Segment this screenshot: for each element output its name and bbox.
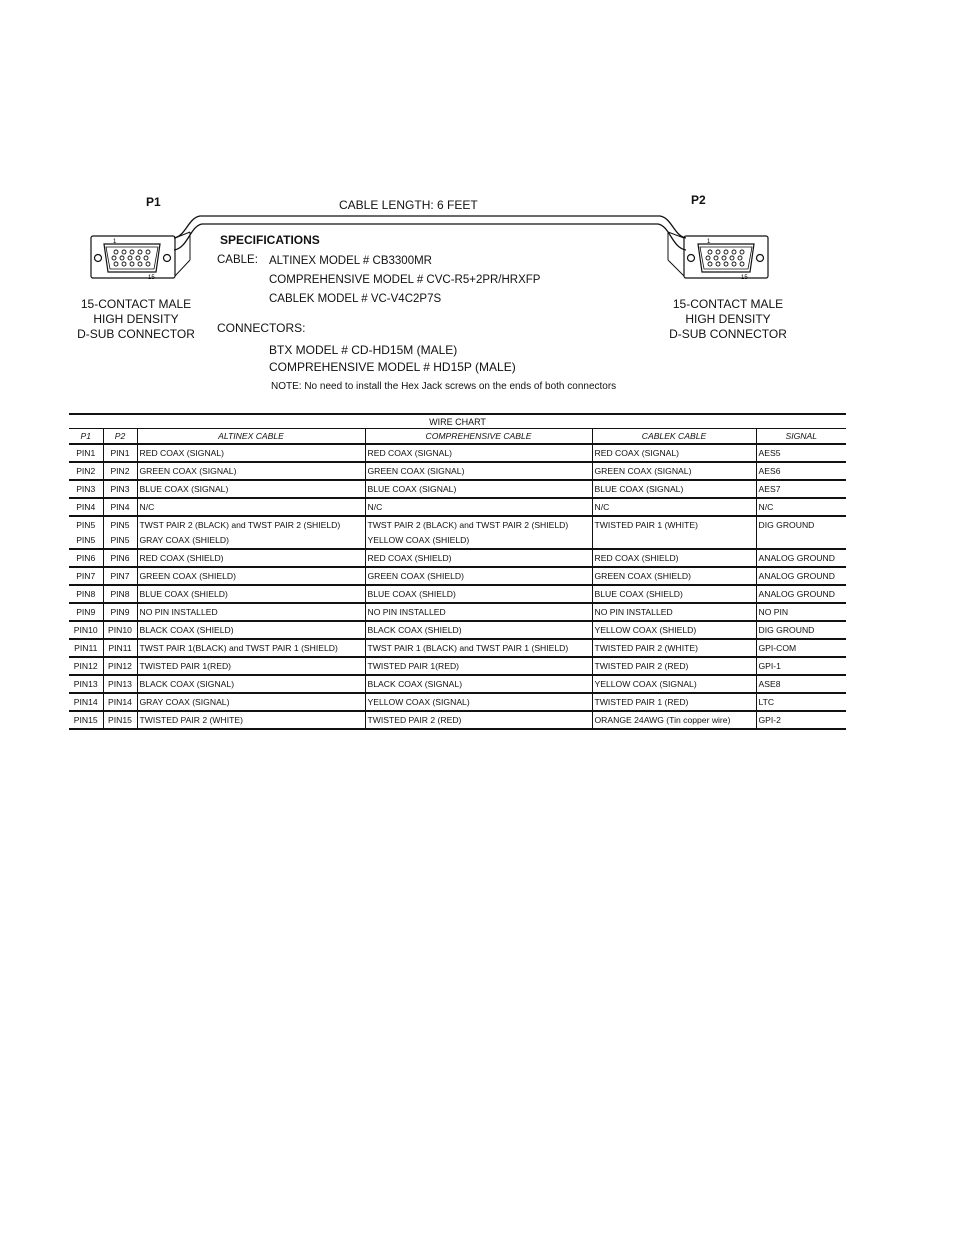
cell-text: TWISTED PAIR 1(RED) [367, 661, 460, 671]
cell-p1 [69, 603, 103, 621]
cell-p2 [103, 516, 137, 549]
table-row [69, 693, 846, 711]
cell-text: DIG GROUND [758, 625, 815, 635]
cell-text: TWISTED PAIR 2 (WHITE) [594, 643, 698, 653]
cell-altinex [137, 711, 365, 729]
cell-comprehensive [365, 498, 592, 516]
cell-cablek [592, 693, 756, 711]
cell-comprehensive [365, 639, 592, 657]
wire-chart-table [69, 429, 846, 730]
p1-pin-1-label: 1 [113, 239, 117, 245]
table-row [69, 462, 846, 480]
p2-desc-line: 15-CONTACT MALE [672, 297, 784, 311]
cell-comprehensive [365, 462, 592, 480]
column-header: P2 [103, 429, 137, 444]
cell-signal [756, 444, 846, 462]
cell-text: TWISTED PAIR 1(RED) [139, 661, 232, 671]
cell-p2 [103, 603, 137, 621]
cell-cablek [592, 498, 756, 516]
cell-p2 [103, 585, 137, 603]
cell-text: ANALOG GROUND [758, 589, 835, 599]
cell-text: TWST PAIR 2 (BLACK) and TWST PAIR 2 (SHIELD) [367, 520, 569, 530]
table-row [69, 639, 846, 657]
cell-text: PIN5 [76, 520, 96, 530]
cable-item: COMPREHENSIVE MODEL # CVC-R5+2PR/HRXFP [269, 274, 541, 286]
cell-altinex [137, 639, 365, 657]
cell-text: PIN3 [76, 484, 96, 494]
cell-altinex [137, 693, 365, 711]
cell-text: N/C [139, 502, 155, 512]
p2-pin-15-label: 15 [741, 275, 748, 281]
cell-cablek [592, 585, 756, 603]
cell-text: PIN14 [73, 697, 98, 707]
cell-p1 [69, 549, 103, 567]
cell-text: PIN12 [73, 661, 98, 671]
cell-text: RED COAX (SHIELD) [139, 553, 224, 563]
table-row [69, 585, 846, 603]
cell-text: NO PIN INSTALLED [594, 607, 673, 617]
cell-text: N/C [594, 502, 610, 512]
cell-text: LTC [758, 697, 775, 707]
cell-text: BLUE COAX (SIGNAL) [139, 484, 229, 494]
wire-chart [69, 413, 846, 730]
cell-p1 [69, 621, 103, 639]
cell-text: PIN5 [110, 520, 130, 530]
cell-signal [756, 639, 846, 657]
connector-item: COMPREHENSIVE MODEL # HD15P (MALE) [269, 360, 516, 374]
cell-text: YELLOW COAX (SIGNAL) [594, 679, 697, 689]
cell-text: RED COAX (SIGNAL) [594, 448, 680, 458]
cell-p2 [103, 444, 137, 462]
connectors-label: CONNECTORS: [217, 321, 306, 335]
cell-signal [756, 675, 846, 693]
cell-p1 [69, 711, 103, 729]
cell-text: BLUE COAX (SIGNAL) [594, 484, 684, 494]
cell-p2 [103, 498, 137, 516]
table-row [69, 516, 846, 549]
cell-text: RED COAX (SIGNAL) [367, 448, 453, 458]
cell-text: TWST PAIR 2 (BLACK) and TWST PAIR 2 (SHIELD) [139, 520, 341, 530]
cell-text: TWST PAIR 1 (BLACK) and TWST PAIR 1 (SHIELD) [367, 643, 569, 653]
cell-altinex [137, 462, 365, 480]
cell-comprehensive [365, 621, 592, 639]
cell-text: PIN1 [76, 448, 96, 458]
cell-text: GRAY COAX (SIGNAL) [139, 697, 230, 707]
cell-signal [756, 516, 846, 549]
cell-text: PIN4 [76, 502, 96, 512]
cell-text: N/C [367, 502, 383, 512]
cell-text: NO PIN INSTALLED [139, 607, 218, 617]
connector-item: BTX MODEL # CD-HD15M (MALE) [269, 343, 458, 357]
cable-length: CABLE LENGTH: 6 FEET [339, 198, 478, 212]
cell-text: PIN1 [110, 448, 130, 458]
cell-text: PIN12 [108, 661, 132, 671]
p1-desc-line: 15-CONTACT MALE [80, 297, 192, 311]
table-row [69, 498, 846, 516]
cable-item: ALTINEX MODEL # CB3300MR [269, 255, 432, 267]
cable-item: CABLEK MODEL # VC-V4C2P7S [269, 293, 442, 305]
p2-desc-line: HIGH DENSITY [685, 312, 771, 326]
cell-signal [756, 549, 846, 567]
cell-comprehensive [365, 480, 592, 498]
cell-text: RED COAX (SIGNAL) [139, 448, 225, 458]
cell-p1 [69, 585, 103, 603]
cell-p2 [103, 711, 137, 729]
cell-text: TWST PAIR 1(BLACK) and TWST PAIR 1 (SHIELD) [139, 643, 338, 653]
column-header: SIGNAL [756, 429, 846, 444]
p1-desc-line: D-SUB CONNECTOR [77, 327, 195, 341]
cell-text: BLACK COAX (SIGNAL) [139, 679, 235, 689]
cell-text: N/C [758, 502, 774, 512]
p2-connector-drawing [668, 232, 768, 278]
cell-cablek [592, 480, 756, 498]
cell-signal [756, 657, 846, 675]
cell-text: PIN8 [110, 589, 130, 599]
cell-cablek [592, 444, 756, 462]
cell-signal [756, 585, 846, 603]
cell-text: PIN10 [73, 625, 98, 635]
cell-p1 [69, 444, 103, 462]
cell-p1 [69, 498, 103, 516]
cell-text: PIN9 [110, 607, 130, 617]
cell-cablek [592, 675, 756, 693]
cell-text: YELLOW COAX (SHIELD) [367, 535, 470, 545]
cell-p2 [103, 639, 137, 657]
cell-text: PIN7 [110, 571, 130, 581]
cell-text: RED COAX (SHIELD) [367, 553, 452, 563]
cell-text: BLUE COAX (SHIELD) [367, 589, 456, 599]
cell-text: ASE8 [758, 679, 781, 689]
cell-altinex [137, 516, 365, 549]
cell-text: AES6 [758, 466, 781, 476]
cell-text: ORANGE 24AWG (Tin copper wire) [594, 715, 731, 725]
table-row [69, 675, 846, 693]
cell-text: PIN5 [76, 535, 96, 545]
cell-text: BLUE COAX (SHIELD) [139, 589, 228, 599]
cell-text: PIN2 [110, 466, 130, 476]
cell-p2 [103, 657, 137, 675]
cell-text: PIN5 [110, 535, 130, 545]
cell-text: TWISTED PAIR 1 (RED) [594, 697, 689, 707]
cell-comprehensive [365, 516, 592, 549]
cell-signal [756, 462, 846, 480]
cell-text: PIN15 [73, 715, 98, 725]
cell-text: GREEN COAX (SIGNAL) [594, 466, 692, 476]
cell-text: PIN13 [73, 679, 98, 689]
cell-p1 [69, 567, 103, 585]
cell-text: AES5 [758, 448, 781, 458]
cell-text: ANALOG GROUND [758, 553, 835, 563]
cell-text: BLACK COAX (SHIELD) [367, 625, 462, 635]
cell-p1 [69, 480, 103, 498]
cell-p1 [69, 675, 103, 693]
cell-comprehensive [365, 603, 592, 621]
p1-connector-drawing [91, 232, 190, 278]
p1-label: P1 [146, 195, 161, 209]
cell-cablek [592, 462, 756, 480]
cell-signal [756, 567, 846, 585]
cell-altinex [137, 621, 365, 639]
cell-text: NO PIN INSTALLED [367, 607, 446, 617]
cell-p1 [69, 639, 103, 657]
cell-altinex [137, 657, 365, 675]
cell-text: YELLOW COAX (SIGNAL) [367, 697, 470, 707]
cell-comprehensive [365, 444, 592, 462]
cell-altinex [137, 567, 365, 585]
cell-altinex [137, 549, 365, 567]
cell-text: PIN8 [76, 589, 96, 599]
column-header: P1 [69, 429, 103, 444]
cell-cablek [592, 639, 756, 657]
cell-text: BLUE COAX (SHIELD) [594, 589, 683, 599]
cell-cablek [592, 516, 756, 549]
cell-text: GPI-COM [758, 643, 797, 653]
cell-text: AES7 [758, 484, 781, 494]
table-row [69, 444, 846, 462]
cell-text: PIN6 [76, 553, 96, 563]
cell-comprehensive [365, 711, 592, 729]
cell-signal [756, 621, 846, 639]
cell-text: TWISTED PAIR 2 (RED) [367, 715, 462, 725]
cell-text: GREEN COAX (SHIELD) [139, 571, 236, 581]
cell-text: GPI-1 [758, 661, 781, 671]
cell-p2 [103, 549, 137, 567]
cell-text: GREEN COAX (SIGNAL) [367, 466, 465, 476]
cell-text: BLACK COAX (SIGNAL) [367, 679, 463, 689]
cell-cablek [592, 603, 756, 621]
table-row [69, 603, 846, 621]
cell-altinex [137, 444, 365, 462]
cell-text: PIN6 [110, 553, 130, 563]
cell-text: TWISTED PAIR 2 (RED) [594, 661, 689, 671]
cell-text: TWISTED PAIR 2 (WHITE) [139, 715, 243, 725]
cell-text: PIN14 [108, 697, 132, 707]
cell-p1 [69, 693, 103, 711]
cell-text: PIN7 [76, 571, 96, 581]
wire-chart-title: WIRE CHART [69, 415, 846, 429]
table-row [69, 657, 846, 675]
cell-altinex [137, 480, 365, 498]
cell-comprehensive [365, 675, 592, 693]
cell-text: PIN2 [76, 466, 96, 476]
cell-text: GREEN COAX (SIGNAL) [139, 466, 237, 476]
cell-text: BLACK COAX (SHIELD) [139, 625, 234, 635]
cable-label: CABLE: [217, 254, 258, 266]
p2-description [658, 297, 798, 342]
cell-signal [756, 711, 846, 729]
cell-comprehensive [365, 657, 592, 675]
p2-desc-line: D-SUB CONNECTOR [669, 327, 787, 341]
cell-text: PIN10 [108, 625, 132, 635]
cell-comprehensive [365, 567, 592, 585]
cell-p2 [103, 693, 137, 711]
cell-altinex [137, 675, 365, 693]
cell-cablek [592, 657, 756, 675]
cell-altinex [137, 498, 365, 516]
cell-text: GRAY COAX (SHIELD) [139, 535, 229, 545]
cell-signal [756, 603, 846, 621]
cell-text: GREEN COAX (SHIELD) [594, 571, 691, 581]
cell-text: PIN3 [110, 484, 130, 494]
cell-comprehensive [365, 549, 592, 567]
cell-text: PIN4 [110, 502, 130, 512]
cell-cablek [592, 621, 756, 639]
cell-p2 [103, 462, 137, 480]
cell-text: GREEN COAX (SHIELD) [367, 571, 464, 581]
cell-text: DIG GROUND [758, 520, 815, 530]
table-row [69, 711, 846, 729]
specifications-heading: SPECIFICATIONS [220, 233, 320, 247]
cell-p1 [69, 462, 103, 480]
install-note: NOTE: No need to install the Hex Jack screws on the ends of both connectors [271, 381, 617, 392]
table-row [69, 621, 846, 639]
cell-text: PIN11 [108, 643, 132, 653]
cell-text: GPI-2 [758, 715, 781, 725]
cell-p2 [103, 621, 137, 639]
cell-p2 [103, 675, 137, 693]
table-row [69, 480, 846, 498]
cell-text: ANALOG GROUND [758, 571, 835, 581]
p1-desc-line: HIGH DENSITY [93, 312, 179, 326]
cell-p1 [69, 657, 103, 675]
cell-text: PIN15 [108, 715, 132, 725]
cell-cablek [592, 549, 756, 567]
column-header: ALTINEX CABLE [137, 429, 365, 444]
cell-signal [756, 480, 846, 498]
cell-text: PIN11 [74, 643, 98, 653]
table-row [69, 549, 846, 567]
cell-p2 [103, 567, 137, 585]
column-header: CABLEK CABLE [592, 429, 756, 444]
cell-text: NO PIN [758, 607, 789, 617]
p1-pin-15-label: 15 [148, 275, 155, 281]
cell-text: PIN13 [108, 679, 132, 689]
table-row [69, 567, 846, 585]
cell-text: RED COAX (SHIELD) [594, 553, 679, 563]
cell-signal [756, 498, 846, 516]
cell-cablek [592, 711, 756, 729]
cell-text: PIN9 [76, 607, 96, 617]
cell-text: BLUE COAX (SIGNAL) [367, 484, 457, 494]
cell-p2 [103, 480, 137, 498]
column-header: COMPREHENSIVE CABLE [365, 429, 592, 444]
p2-label: P2 [691, 193, 706, 207]
cell-cablek [592, 567, 756, 585]
cell-text: TWISTED PAIR 1 (WHITE) [594, 520, 698, 530]
wire-chart-header-row [69, 429, 846, 444]
p2-pin-1-label: 1 [707, 239, 711, 245]
p1-description [66, 297, 206, 342]
cell-text: YELLOW COAX (SHIELD) [594, 625, 697, 635]
cell-altinex [137, 603, 365, 621]
cell-altinex [137, 585, 365, 603]
cell-p1 [69, 516, 103, 549]
cell-comprehensive [365, 585, 592, 603]
cell-comprehensive [365, 693, 592, 711]
cell-signal [756, 693, 846, 711]
